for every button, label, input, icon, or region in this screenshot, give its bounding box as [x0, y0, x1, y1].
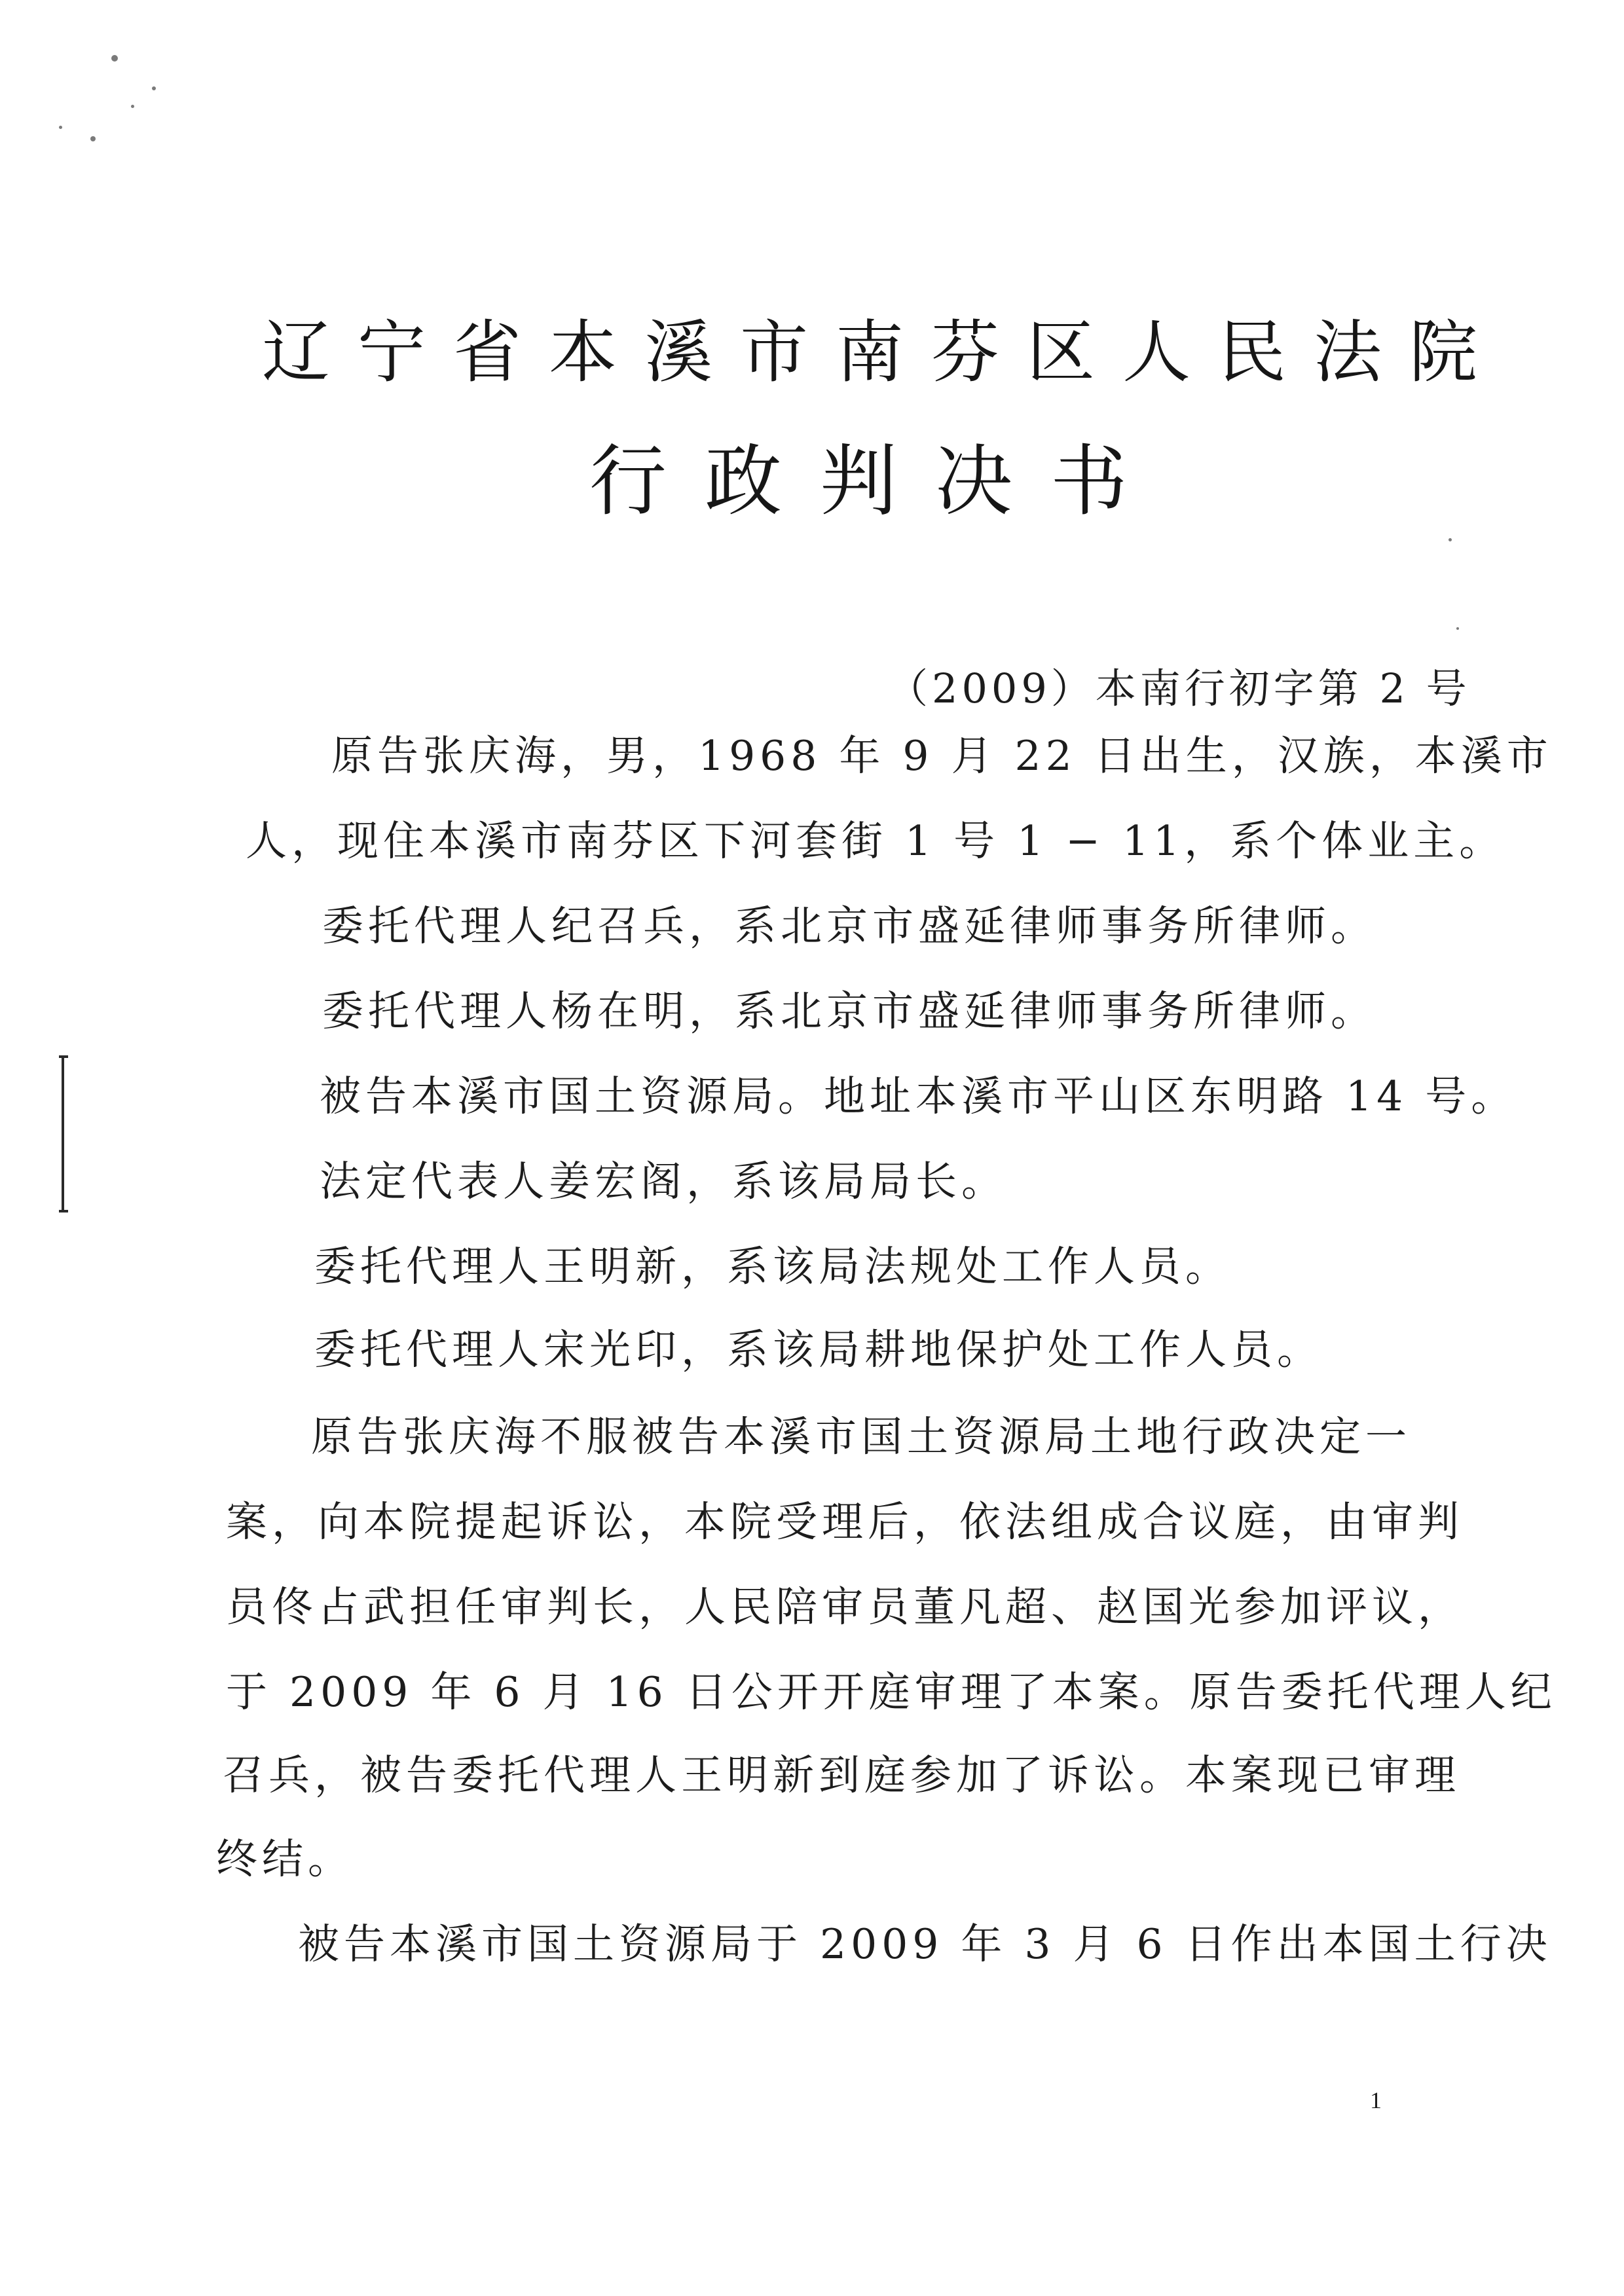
body-line: 委托代理人纪召兵，系北京市盛延律师事务所律师。	[322, 902, 1376, 950]
document-type-title: 行政判决书	[589, 436, 1166, 526]
body-line: 委托代理人宋光印，系该局耕地保护处工作人员。	[314, 1326, 1323, 1374]
scan-speck	[1456, 627, 1459, 630]
page-number: 1	[1370, 2087, 1382, 2113]
body-line: 员佟占武担任审判长，人民陪审员董凡超、赵国光参加评议，	[226, 1583, 1464, 1631]
scan-speck	[131, 105, 134, 108]
body-line: 召兵，被告委托代理人王明新到庭参加了诉讼。本案现已审理	[223, 1751, 1460, 1799]
scan-speck	[90, 136, 96, 141]
body-line: 案，向本院提起诉讼，本院受理后，依法组成合议庭，由审判	[226, 1498, 1464, 1546]
body-line: 法定代表人姜宏阁，系该局局长。	[320, 1157, 1007, 1205]
body-line: 委托代理人王明新，系该局法规处工作人员。	[314, 1243, 1231, 1290]
case-number: （2009）本南行初字第 2 号	[887, 665, 1471, 712]
scan-speck	[59, 126, 62, 129]
scan-speck	[152, 86, 156, 90]
court-name: 辽宁省本溪市南芬区人民法院	[262, 312, 1505, 392]
scan-speck	[1449, 538, 1452, 541]
scan-speck	[111, 55, 118, 62]
body-line: 人，现住本溪市南芬区下河套街 1 号 1 − 11，系个体业主。	[246, 817, 1505, 865]
body-line: 于 2009 年 6 月 16 日公开开庭审理了本案。原告委托代理人纪	[226, 1668, 1557, 1716]
body-line: 原告张庆海不服被告本溪市国土资源局土地行政决定一	[311, 1413, 1411, 1461]
body-line: 终结。	[216, 1835, 354, 1883]
body-line: 委托代理人杨在明，系北京市盛延律师事务所律师。	[322, 987, 1376, 1035]
binding-mark	[58, 1055, 72, 1212]
body-line: 被告本溪市国土资源局。地址本溪市平山区东明路 14 号。	[320, 1072, 1517, 1120]
body-line: 被告本溪市国土资源局于 2009 年 3 月 6 日作出本国土行决	[298, 1920, 1552, 1968]
body-line: 原告张庆海，男，1968 年 9 月 22 日出生，汉族，本溪市	[331, 732, 1553, 780]
